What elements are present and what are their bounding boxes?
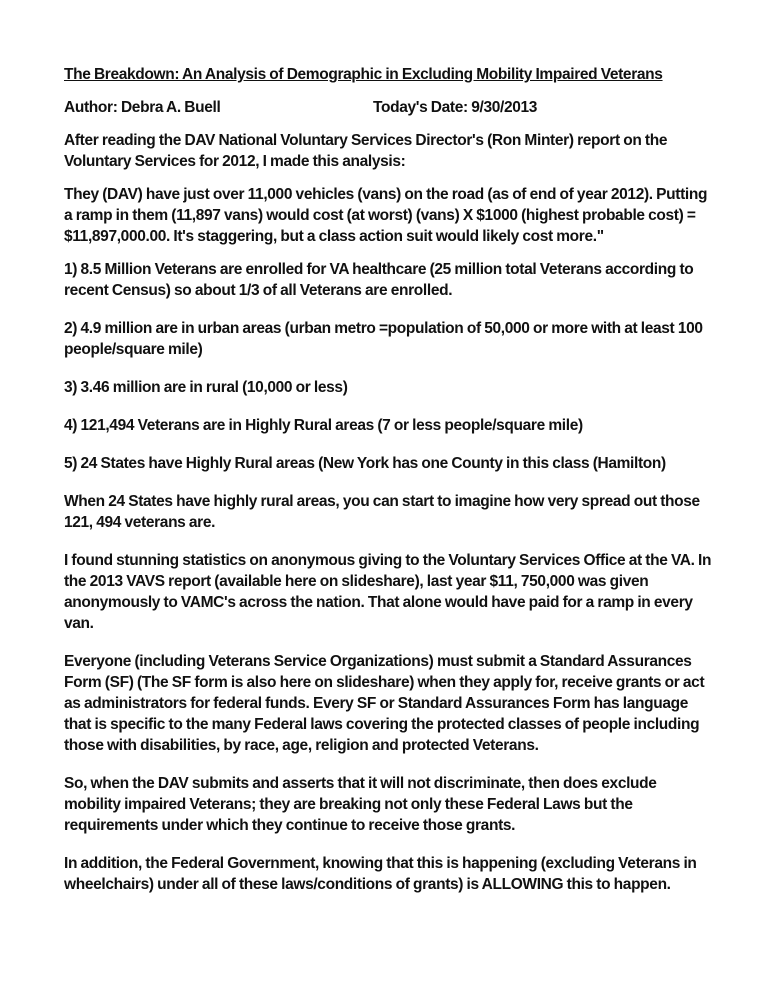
document-page: [64, 64, 714, 912]
paragraph-dav-discrimination: So, when the DAV submits and asserts that it will not discriminate, then does exclude mobility impaired Veterans; they are breaking not only these Federal Laws but the requirements under which they continue to receive those grants.: [64, 775, 657, 834]
author-date-line: [64, 97, 714, 118]
paragraph-vans: They (DAV) have just over 11,000 vehicles (vans) on the road (as of end of year 2012). Putting a ramp in them (11,897 vans) would cost (at worst) (vans) X $1000 (highest probable cost) = $11,897,000.00. It's staggering, but a class action suit would likely cost more.": [64, 186, 708, 245]
paragraph-standard-assurances: Everyone (including Veterans Service Organizations) must submit a Standard Assurances Form (SF) (The SF form is also here on slideshare) when they apply for, receive grants or act as administrators for federal funds. Every SF or Standard Assurances Form has language that is specific to the many Federal laws covering the protected classes of people including those with disabilities, by race, age, religion and protected Veterans.: [64, 653, 705, 754]
paragraph-point-1: 1) 8.5 Million Veterans are enrolled for VA healthcare (25 million total Veterans according to recent Census) so about 1/3 of all Veterans are enrolled.: [64, 261, 694, 299]
paragraph-point-3: 3) 3.46 million are in rural (10,000 or less): [64, 379, 348, 396]
paragraph-anonymous-giving: I found stunning statistics on anonymous giving to the Voluntary Services Office at the VA. In the 2013 VAVS report (available here on slideshare), last year $11, 750,000 was given anonymously to VAMC's across the nation. That alone would have paid for a ramp in every van.: [64, 552, 712, 632]
paragraph-point-5: 5) 24 States have Highly Rural areas (New York has one County in this class (Hamilton): [64, 455, 666, 472]
author: Author: Debra A. Buell: [64, 99, 221, 116]
paragraph-point-2: 2) 4.9 million are in urban areas (urban metro =population of 50,000 or more with at least 100 people/square mile): [64, 320, 703, 358]
document-title: The Breakdown: An Analysis of Demographic in Excluding Mobility Impaired Veterans: [64, 66, 663, 83]
document-date: Today's Date: 9/30/2013: [373, 99, 538, 116]
paragraph-spread-out: When 24 States have highly rural areas, you can start to imagine how very spread out those 121, 494 veterans are.: [64, 493, 700, 531]
paragraph-federal-government: In addition, the Federal Government, knowing that this is happening (excluding Veterans in wheelchairs) under all of these laws/conditions of grants) is ALLOWING this to happen.: [64, 855, 697, 893]
paragraph-point-4: 4) 121,494 Veterans are in Highly Rural areas (7 or less people/square mile): [64, 417, 583, 434]
paragraph-intro: After reading the DAV National Voluntary Services Director's (Ron Minter) report on the Voluntary Services for 2012, I made this analysis:: [64, 132, 668, 170]
